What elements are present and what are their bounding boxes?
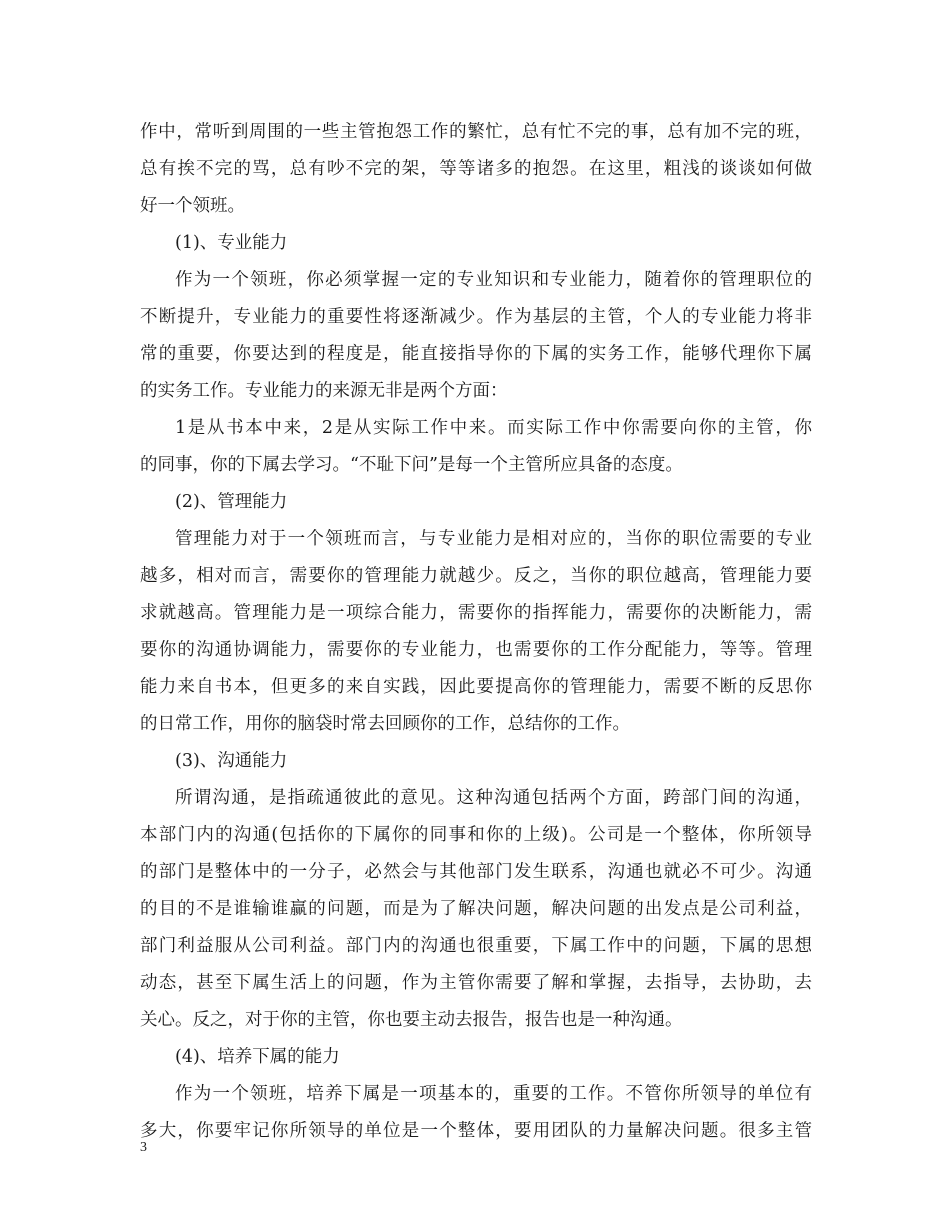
paragraph-line: 不断提升，专业能力的重要性将逐渐减少。作为基层的主管，个人的专业能力将非: [140, 307, 812, 327]
paragraph-line: 的日常工作，用你的脑袋时常去回顾你的工作，总结你的工作。: [140, 714, 630, 734]
document-body: [140, 114, 812, 1150]
paragraph-line: 的同事，你的下属去学习。“不耻下问”是每一个主管所应具备的态度。: [140, 455, 683, 475]
paragraph-line: 作为一个领班，你必须掌握一定的专业知识和专业能力，随着你的管理职位的: [175, 270, 812, 290]
paragraph-line: 关心。反之，对于你的主管，你也要主动去报告，报告也是一种沟通。: [140, 1010, 683, 1030]
paragraph-line: 的部门是整体中的一分子，必然会与其他部门发生联系，沟通也就必不可少。沟通: [140, 862, 812, 882]
paragraph-line: 本部门内的沟通(包括你的下属你的同事和你的上级)。公司是一个整体，你所领导: [140, 825, 812, 845]
paragraph-line: 的目的不是谁输谁赢的问题，而是为了解决问题，解决问题的出发点是公司利益，: [140, 899, 812, 919]
paragraph-line: 部门利益服从公司利益。部门内的沟通也很重要，下属工作中的问题，下属的思想: [140, 936, 812, 956]
paragraph-line: 总有挨不完的骂，总有吵不完的架，等等诸多的抱怨。在这里，粗浅的谈谈如何做: [140, 159, 812, 179]
paragraph-line: 所谓沟通，是指疏通彼此的意见。这种沟通包括两个方面，跨部门间的沟通，: [175, 788, 812, 808]
paragraph-line: 多大，你要牢记你所领导的单位是一个整体，要用团队的力量解决问题。很多主管: [140, 1121, 812, 1141]
paragraph-line: 求就越高。管理能力是一项综合能力，需要你的指挥能力，需要你的决断能力，需: [140, 603, 812, 623]
paragraph-line: 作为一个领班，培养下属是一项基本的，重要的工作。不管你所领导的单位有: [175, 1084, 812, 1104]
paragraph-line: 要你的沟通协调能力，需要你的专业能力，也需要你的工作分配能力，等等。管理: [140, 640, 812, 660]
paragraph-line: 常的重要，你要达到的程度是，能直接指导你的下属的实务工作，能够代理你下属: [140, 344, 812, 364]
section-heading: (2)、管理能力: [175, 492, 288, 512]
page-number: 3: [140, 1140, 147, 1155]
paragraph-line: 越多，相对而言，需要你的管理能力就越少。反之，当你的职位越高，管理能力要: [140, 566, 812, 586]
paragraph-line: 管理能力对于一个领班而言，与专业能力是相对应的，当你的职位需要的专业: [175, 529, 812, 549]
paragraph-line: 动态，甚至下属生活上的问题，作为主管你需要了解和掌握，去指导，去协助，去: [140, 973, 812, 993]
paragraph-line: 好一个领班。: [140, 196, 245, 216]
paragraph-line: 能力来自书本，但更多的来自实践，因此要提高你的管理能力，需要不断的反思你: [140, 677, 812, 697]
section-heading: (1)、专业能力: [175, 233, 288, 253]
paragraph-line: 的实务工作。专业能力的来源无非是两个方面：: [140, 381, 508, 401]
paragraph-line: 作中，常听到周围的一些主管抱怨工作的繁忙，总有忙不完的事，总有加不完的班，: [140, 122, 812, 142]
section-heading: (4)、培养下属的能力: [175, 1047, 340, 1067]
section-heading: (3)、沟通能力: [175, 751, 288, 771]
paragraph-line: 1是从书本中来，2是从实际工作中来。而实际工作中你需要向你的主管，你: [175, 418, 812, 438]
